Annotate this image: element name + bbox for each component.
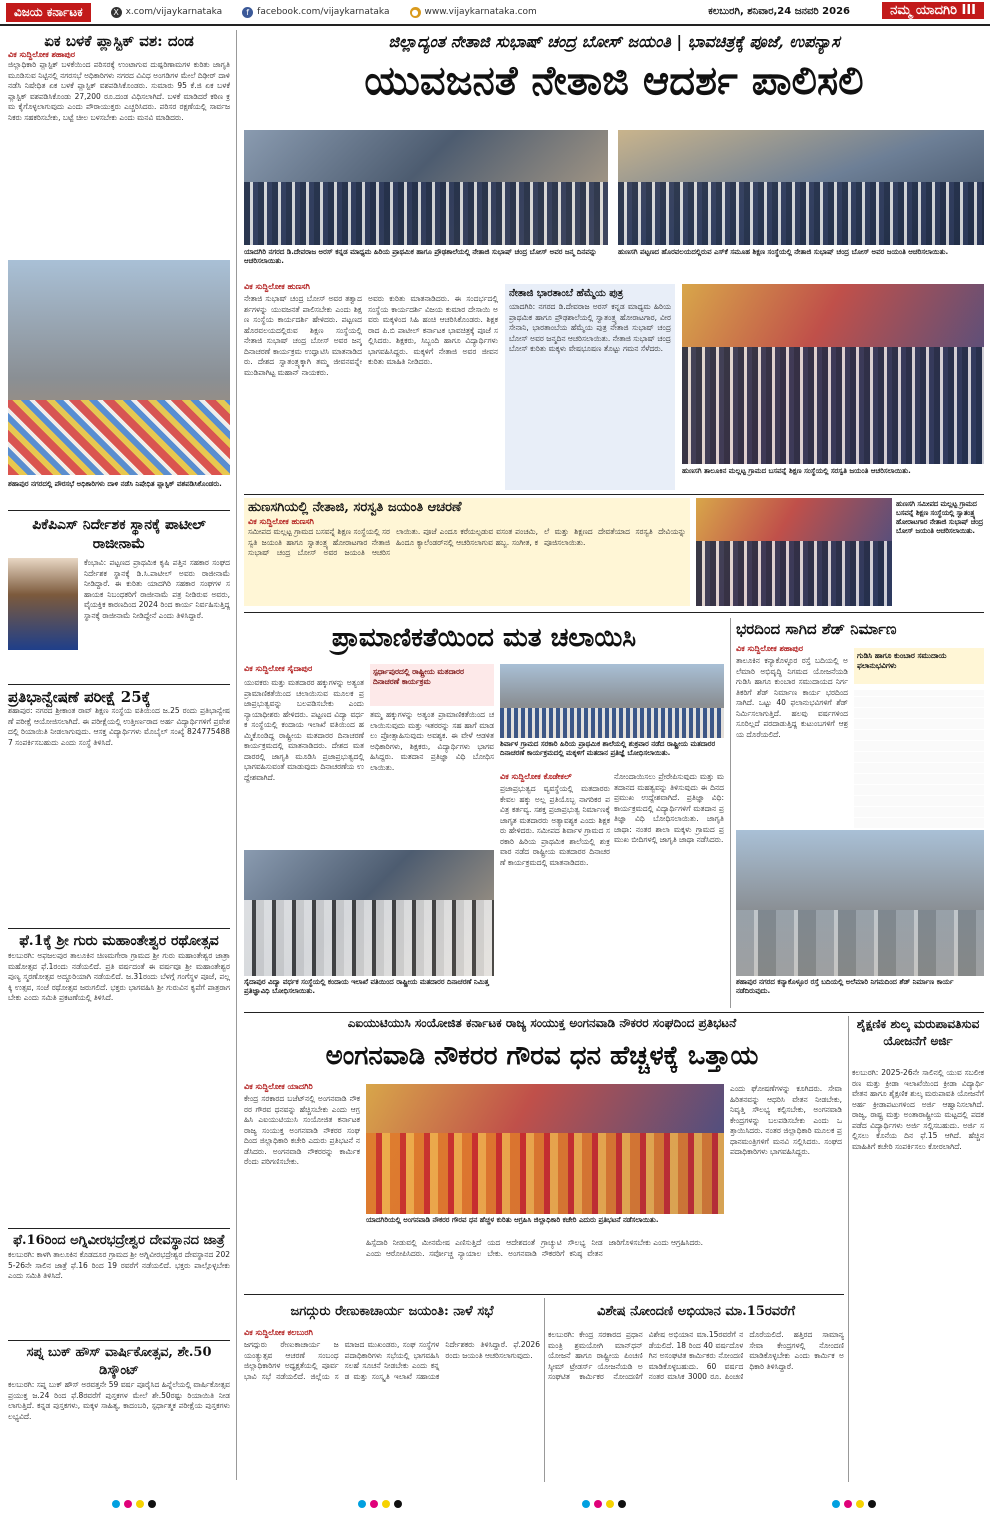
- rathotsava-story: [8, 932, 230, 1209]
- black-mark: [868, 1500, 876, 1508]
- story-title: ಪ್ರತಿಭಾನ್ವೇಷಣೆ ಪರೀಕ್ಷೆ 25ಕ್ಕೆ: [8, 688, 151, 706]
- photo-caption: ಶಹಾಪುರ ನಗರದ ಕನ್ಯಾಕೊಳ್ಳೂರ ರಸ್ತೆ ಬದಿಯಲ್ಲಿ ಅಲೆಮಾರಿ ನಿಗಮದಿಂದ ಶೆಡ್ ನಿರ್ಮಾಣ ಕಾರ್ಯ ನಡೆದಿರುವುದು.: [736, 978, 954, 995]
- story-body: ಅವರು ಕುರಿತು ಮಾತನಾಡಿದರು. ಈ ಸಂದರ್ಭದಲ್ಲಿ ಸಂಸ್ಥೆಯ ಕಾರ್ಯದರ್ಶಿ ವಿಜಯ ಕುಮಾರ ದೇಸಾಯಿ ಅವರು ಮಕ್ಕಳಿಂದ ಸಿಹಿ ಹಂಚಿ ಆಚರಿಸಿಕೊಂಡರು. ಶಿಕ್ಷಕರಾದ ಪಿ.ಬಿ ಪಾಟೀಲ್ ಕರ್ನಾಟಕ ಭಾವಚಿತ್ರಕ್ಕೆ ಪೂಜೆ ಸಲ್ಲಿಸಿದರು. ಶಿಕ್ಷಕರು, ಸಿಬ್ಬಂದಿ ಹಾಗೂ ವಿದ್ಯಾರ್ಥಿಗಳು ಭಾಗವಹಿಸಿದ್ದರು. ಮಕ್ಕಳಿಗೆ ನೇತಾಜಿ ಅವರ ಜೀವನ ಕುರಿತು ಮಾಹಿತಿ ನೀಡಿದರು.: [368, 294, 498, 366]
- photo-caption: ಶಿರ್ವಾಳ ಗ್ರಾಮದ ಸರಕಾರಿ ಹಿರಿಯ ಪ್ರಾಥಮಿಕ ಶಾಲೆಯಲ್ಲಿ ಶುಕ್ರವಾರ ನಡೆದ ರಾಷ್ಟ್ರೀಯ ಮತದಾರರ ದಿನಾಚರಣೆ ಕಾರ್ಯಕ್ರಮದಲ್ಲಿ ಮಕ್ಕಳಿಗೆ ಮತದಾನ ಪ್ರತಿಜ್ಞೆ ಬೋಧಿಸಲಾಯಿತು.: [500, 740, 716, 757]
- column-divider: [848, 1016, 849, 1482]
- byline: ವಿಕ ಸುದ್ದಿಲೋಕ ಕೊಡೇಕಲ್: [500, 772, 572, 781]
- story-body: ಕಲಬುರಗಿ: ಅಫಜಲಪುರ ತಾಲೂಕಿನ ಚಿಣಮಗೇರಾ ಗ್ರಾಮದ ಶ್ರೀ ಗುರು ಮಹಾಂತೇಶ್ವರ ಜಾತ್ರಾ ಮಹೋತ್ಸವ ಫೆ.1ರಂದು ನಡೆಯಲಿದೆ. ಪ್ರತಿ ವರ್ಷದಂತೆ ಈ ವರ್ಷವೂ ಶ್ರೀ ಮಹಾಂತೇಶ್ವರ ಪುಣ್ಯ ಸ್ಮರಣೋತ್ಸವ ಅದ್ದೂರಿಯಾಗಿ ನಡೆಯಲಿದೆ. ಜ.31ರಂದು ಬೆಳಗ್ಗೆ ಗಂಗೆಸ್ಥಳ ಪೂಜೆ, ಪಲ್ಲಕ್ಕಿ ಉತ್ಸವ, ಸಂಜೆ ರಥೋತ್ಸವ ಜರುಗಲಿದೆ. ಭಕ್ತರು ಭಾಗವಹಿಸಿ ಶ್ರೀ ಗುರುವಿನ ಕೃಪೆಗೆ ಪಾತ್ರರಾಗಬೇಕು ಎಂದು ಸಮಿತಿ ಪ್ರಕಟಣೆಯಲ್ಲಿ ತಿಳಿಸಿದೆ.: [8, 951, 230, 1002]
- paper-logo: ವಿಜಯ ಕರ್ನಾಟಕ: [6, 3, 91, 22]
- shed-title: ಭರದಿಂದ ಸಾಗಿದ ಶೆಡ್ ನಿರ್ಮಾಣ: [736, 620, 897, 638]
- yellow-mark: [136, 1500, 144, 1508]
- magenta-mark: [844, 1500, 852, 1508]
- story-body: ಕಲಬುರಗಿ: ಸಪ್ನ ಬುಕ್ ಹೌಸ್ ಅರವತ್ತನೇ 59 ವರ್ಷ ಪೂರೈಸಿದ ಹಿನ್ನೆಲೆಯಲ್ಲಿ ವಾರ್ಷಿಕೋತ್ಸವ ಪ್ರಯುಕ್ತ ಜ.24 ರಿಂದ ಫೆ.8ರವರೆಗೆ ಪುಸ್ತಕಗಳ ಮೇಲೆ ಶೇ.50ರಷ್ಟು ರಿಯಾಯಿತಿ ನೀಡಲಾಗುತ್ತಿದೆ. ಕನ್ನಡ ಪುಸ್ತಕಗಳು, ಮಕ್ಕಳ ಸಾಹಿತ್ಯ, ಕಾದಂಬರಿ, ಸ್ಪರ್ಧಾತ್ಮಕ ಪರೀಕ್ಷೆಯ ಪುಸ್ತಕಗಳು ಲಭ್ಯವಿದೆ.: [8, 1380, 230, 1421]
- story-body: ನೋಂದಾಯಿಸಲು ಪ್ರೇರೇಪಿಸುವುದು ಮತ್ತು ಮತದಾನದ ಮಹತ್ವವನ್ನು ತಿಳಿಸುವುದು ಈ ದಿನದ ಪ್ರಮುಖ ಉದ್ದೇಶವಾಗಿದೆ. ಪ್ರತಿಜ್ಞಾ ವಿಧಿ: ಕಾರ್ಯಕ್ರಮದಲ್ಲಿ ವಿದ್ಯಾರ್ಥಿಗಳಿಗೆ ಮತದಾನ ಪ್ರತಿಜ್ಞಾ ವಿಧಿ ಬೋಧಿಸಲಾಯಿತು. ಜಾಗೃತಿ ಜಾಥಾ: ನಂತರ ಶಾಲಾ ಮಕ್ಕಳು ಗ್ರಾಮದ ಪ್ರಮುಖ ಬೀದಿಗಳಲ್ಲಿ ಜಾಗೃತಿ ಜಾಥಾ ನಡೆಸಿದರು.: [614, 772, 724, 844]
- story-body: ಕಲಬುರಗಿ: ಕೇಂದ್ರ ಸರಕಾರದ ಪ್ರಧಾನಮಂತ್ರಿ ಶ್ರಮಯೋಗಿ ಮಾನ್‌ಧನ್ ಯೋಜನೆ ಹಾಗೂ ರಾಷ್ಟ್ರೀಯ ಪಿಂಚಣಿ ಸ್ಕೀಮ್ ಟ್ರೇಡರ್ಸ್ ಯೋಜನೆಯಡಿ ಅಸಂಘಟಿತ ಕಾರ್ಮಿಕರ ನೋಂದಣಿಗೆ ವಿಶೇಷ ಅಭಿಯಾನ ಮಾ.15ರವರೆಗೆ ನಡೆಯಲಿದೆ. 18 ರಿಂದ 40 ವರ್ಷದೊಳಗಿನ ಅಸಂಘಟಿತ ಕಾರ್ಮಿಕರು ನೋಂದಣಿ ಮಾಡಿಕೊಳ್ಳಬಹುದು. 60 ವರ್ಷದ ನಂತರ ಮಾಸಿಕ 3000 ರೂ. ಪಿಂಚಣಿ ದೊರೆಯಲಿದೆ. ಹತ್ತಿರದ ಸಾಮಾನ್ಯ ಸೇವಾ ಕೇಂದ್ರಗಳಲ್ಲಿ ನೋಂದಣಿ ಮಾಡಿಕೊಳ್ಳಬೇಕು ಎಂದು ಕಾರ್ಮಿಕ ಅಧಿಕಾರಿ ತಿಳಿಸಿದ್ದಾರೆ.: [548, 1330, 844, 1381]
- pkps-story: [8, 516, 230, 554]
- byline: ವಿಕ ಸುದ್ದಿಲೋಕ ಕಲಬುರಗಿ: [244, 1328, 313, 1337]
- registration-marks: [358, 1500, 402, 1508]
- photo-caption: ಯಾದಗಿರಿ ನಗರದ ಡಿ.ದೇವರಾಜ ಅರಸ್ ಕನ್ನಡ ಮಾಧ್ಯಮ ಹಿರಿಯ ಪ್ರಾಥಮಿಕ ಹಾಗೂ ಪ್ರೌಢಶಾಲೆಯಲ್ಲಿ ನೇತಾಜಿ ಸುಭಾಷ್ ಚಂದ್ರ ಬೋಸ್ ಅವರ ಜನ್ಮ ದಿನವನ್ನು ಆಚರಿಸಲಾಯಿತು.: [244, 248, 597, 265]
- story-body: ತಾಲೂಕಿನ ಕನ್ಯಾಕೊಳ್ಳೂರ ರಸ್ತೆ ಬದಿಯಲ್ಲಿ ಅಲೆಮಾರಿ ಅಭಿವೃದ್ಧಿ ನಿಗಮದ ಯೋಜನೆಯಡಿ ಗುಡಿಸಿ ಹಾಗೂ ಕುಂಬಾರ ಸಮುದಾಯದ ನಿರ್ಗತಿಕರಿಗೆ ಶೆಡ್ ನಿರ್ಮಾಣ ಕಾರ್ಯ ಭರದಿಂದ ಸಾಗಿದೆ. ಒಟ್ಟು 40 ಫಲಾನುಭವಿಗಳಿಗೆ ಶೆಡ್ ನಿರ್ಮಿಸಲಾಗುತ್ತಿದೆ. ಹಲವು ವರ್ಷಗಳಿಂದ ಸೂರಿಲ್ಲದೆ ಪರದಾಡುತ್ತಿದ್ದ ಕುಟುಂಬಗಳಿಗೆ ಆಶ್ರಯ ದೊರೆಯಲಿದೆ.: [736, 656, 848, 739]
- saraswati-photo: [696, 498, 892, 606]
- shed-photo: [736, 830, 984, 976]
- lead-story: [244, 32, 984, 110]
- cyan-mark: [358, 1500, 366, 1508]
- saraswati-story: [244, 498, 690, 606]
- twitter-handle[interactable]: X x.com/vijaykarnataka: [111, 7, 223, 18]
- lead-headline: ಯುವಜನತೆ ನೇತಾಜಿ ಆದರ್ಶ ಪಾಲಿಸಲಿ: [364, 57, 864, 104]
- photo-caption: ಯಾದಗಿರಿಯಲ್ಲಿ ಅಂಗನವಾಡಿ ನೌಕರರ ಗೌರವ ಧನ ಹೆಚ್ಚಳ ಕುರಿತು ಆಗ್ರಹಿಸಿ ಜಿಲ್ಲಾಧಿಕಾರಿ ಕಚೇರಿ ಎದುರು ಪ್ರತಿಭಟನೆ ನಡೆಸಲಾಯಿತು.: [366, 1216, 659, 1224]
- registration-marks: [582, 1500, 626, 1508]
- story-body: ಜಿಲ್ಲಾಧಿಕಾರಿ ಪ್ಲಾಸ್ಟಿಕ್ ಬಳಕೆಯಿಂದ ಪರಿಸರಕ್ಕೆ ಉಂಟಾಗುವ ದುಷ್ಪರಿಣಾಮಗಳ ಕುರಿತು ಜಾಗೃತಿ ಮೂಡಿಸುವ ನಿಟ್ಟಿನಲ್ಲಿ ನಗರಸಭೆ ಅಧಿಕಾರಿಗಳು ನಗರದ ವಿವಿಧ ಅಂಗಡಿಗಳ ಮೇಲೆ ದಿಢೀರ್ ದಾಳಿ ನಡೆಸಿ ನಿಷೇಧಿತ ಏಕ ಬಳಕೆ ಪ್ಲಾಸ್ಟಿಕ್ ವಶಪಡಿಸಿಕೊಂಡರು. ಸುಮಾರು 95 ಕೆ.ಜಿ ಏಕ ಬಳಕೆ ಪ್ಲಾಸ್ಟಿಕ್ ವಶಪಡಿಸಿಕೊಂಡು 27,200 ರೂ.ದಂಡ ವಿಧಿಸಲಾಗಿದೆ. ಬಳಕೆ ಮಾಡಿದರೆ ಕಠಿಣ ಕ್ರಮ ಕೈಗೊಳ್ಳಲಾಗುವುದು ಎಂದು ಪೌರಾಯುಕ್ತರು ಎಚ್ಚರಿಸಿದರು. ಪರಿಸರ ರಕ್ಷಣೆಯಲ್ಲಿ ಸಾರ್ವಜನಿಕರು ಸಹಕರಿಸಬೇಕು, ಬಟ್ಟೆ ಚೀಲ ಬಳಸಬೇಕು ಎಂದು ಮನವಿ ಮಾಡಿದರು.: [8, 60, 230, 122]
- story-body: ಪ್ರಜಾಪ್ರಭುತ್ವದ ವ್ಯವಸ್ಥೆಯಲ್ಲಿ ಮತದಾರರು ಕೇವಲ ಹಕ್ಕು ಅಲ್ಲ ಪ್ರತಿಯೊಬ್ಬ ನಾಗರಿಕರ ಪವಿತ್ರ ಕರ್ತವ್ಯ. ಸಶಕ್ತ ಪ್ರಜಾಪ್ರಭುತ್ವ ನಿರ್ಮಾಣಕ್ಕೆ ಜಾಗೃತ ಮತದಾರರು ಅತ್ಯಾವಶ್ಯಕ ಎಂದು ಶಿಕ್ಷಕರು ಹೇಳಿದರು. ಸಮೀಪದ ಶಿರ್ವಾಳ ಗ್ರಾಮದ ಸರಕಾರಿ ಹಿರಿಯ ಪ್ರಾಥಮಿಕ ಶಾಲೆಯಲ್ಲಿ ಶುಕ್ರವಾರ ನಡೆದ ರಾಷ್ಟ್ರೀಯ ಮತದಾರರ ದಿನಾಚರಣೆ ಕಾರ್ಯಕ್ರಮದಲ್ಲಿ ಮಾತನಾಡಿದರು.: [500, 784, 610, 867]
- magenta-mark: [124, 1500, 132, 1508]
- x-icon: X: [111, 7, 122, 18]
- story-body: ಸಮೀಪದ ಮಲ್ಲಟ್ಟ ಗ್ರಾಮದ ಬಸವನ್ನೆ ಶಿಕ್ಷಣ ಸಂಸ್ಥೆಯಲ್ಲಿ ಸರಸ್ವತಿ ಜಯಂತಿ ಹಾಗೂ ಸ್ವಾತಂತ್ರ್ಯ ಹೋರಾಟಗಾರ ನೇತಾಜಿ ಸುಭಾಷ್ ಚಂದ್ರ ಬೋಸ್ ಅವರ ಜಯಂತಿ ಆಚರಿಸಲಾಯಿತು. ಪೂಜೆ ಎಂದೂ ಕರೆಯಲ್ಪಡುವ ವಸಂತ ಪಂಚಮಿ, ಹಿಂದೂ ಕ್ಯಾಲೆಂಡರ್‌ನಲ್ಲಿ ಆಚರಿಸಲಾಗುವ ಹಬ್ಬ. ಸಂಗೀತ, ಕಲೆ ಮತ್ತು ಶಿಕ್ಷಣದ ದೇವತೆಯಾದ ಸರಸ್ವತಿ ದೇವಿಯನ್ನು ಪೂಜಿಸಲಾಯಿತು.: [248, 527, 686, 557]
- plastic-photo: [8, 260, 230, 475]
- lead-photo-1: [244, 130, 608, 245]
- divider: [8, 928, 230, 929]
- divider: [8, 510, 230, 511]
- photo-caption: ಹುಣಸಗಿ ಸಮೀಪದ ಮಲ್ಲಟ್ಟ ಗ್ರಾಮದ ಬಸವನ್ನೆ ಶಿಕ್ಷಣ ಸಂಸ್ಥೆಯಲ್ಲಿ ಸ್ವಾತಂತ್ರ್ಯ ಹೋರಾಟಗಾರ ನೇತಾಜಿ ಸುಭಾಷ್ ಚಂದ್ರ ಬೋಸ್ ಜಯಂತಿ ಆಚರಿಸಲಾಯಿತು.: [896, 500, 984, 535]
- registration-title: ವಿಶೇಷ ನೋಂದಣಿ ಅಭಿಯಾನ ಮಾ.15ರವರೆಗೆ: [596, 1304, 796, 1319]
- story-body: ಕಲಬುರಗಿ: 2025-26ನೇ ಸಾಲಿನಲ್ಲಿ ಯುವ ಸಬಲೀಕರಣ ಮತ್ತು ಕ್ರೀಡಾ ಇಲಾಖೆಯಿಂದ ಕ್ರೀಡಾ ವಿದ್ಯಾರ್ಥಿ ವೇತನ ಹಾಗೂ ಶೈಕ್ಷಣಿಕ ಶುಲ್ಕ ಮರುಪಾವತಿ ಯೋಜನೆಗೆ ಅರ್ಹ ಕ್ರೀಡಾಪಟುಗಳಿಂದ ಅರ್ಜಿ ಆಹ್ವಾನಿಸಲಾಗಿದೆ. ರಾಜ್ಯ, ರಾಷ್ಟ್ರ ಮತ್ತು ಅಂತಾರಾಷ್ಟ್ರೀಯ ಮಟ್ಟದಲ್ಲಿ ಪದಕ ಪಡೆದ ವಿದ್ಯಾರ್ಥಿಗಳು ಅರ್ಜಿ ಸಲ್ಲಿಸಬಹುದು. ಅರ್ಜಿ ಸಲ್ಲಿಸಲು ಕೊನೆಯ ದಿನ ಫೆ.15 ಆಗಿದೆ. ಹೆಚ್ಚಿನ ಮಾಹಿತಿಗೆ ಕಚೇರಿ ಸಂಪರ್ಕಿಸಲು ಕೋರಲಾಗಿದೆ.: [852, 1068, 984, 1151]
- anganwadi-headline: ಅಂಗನವಾಡಿ ನೌಕರರ ಗೌರವ ಧನ ಹೆಚ್ಚಳಕ್ಕೆ ಒತ್ತಾಯ: [325, 1041, 759, 1071]
- photo-caption: ಹುಣಸಗಿ ತಾಲೂಕಿನ ಮಲ್ಲಟ್ಟ ಗ್ರಾಮದ ಬಸವನ್ನೆ ಶಿಕ್ಷಣ ಸಂಸ್ಥೆಯಲ್ಲಿ ಸರಸ್ವತಿ ಜಯಂತಿ ಆಚರಿಸಲಾಯಿತು.: [682, 467, 911, 475]
- cyan-mark: [582, 1500, 590, 1508]
- registration-marks: [832, 1500, 876, 1508]
- column-divider: [236, 30, 237, 1480]
- shed-body-cont: [854, 690, 984, 828]
- story-title: ಪಿಕೆಪಿಎಸ್ ನಿರ್ದೇಶಕ ಸ್ಥಾನಕ್ಕೆ ಪಾಟೀಲ್ ರಾಜೀನಾಮೆ: [32, 517, 206, 552]
- dateline: ಕಲಬುರಗಿ, ಶನಿವಾರ,24 ಜನವರಿ 2026: [708, 6, 850, 17]
- shed-side-box: ಗುಡಿಸಿ ಹಾಗೂ ಕುಂಬಾರ ಸಮುದಾಯ ಫಲಾನುಭವಿಗಳು: [854, 648, 984, 684]
- story-title: ಹುಣಸಗಿಯಲ್ಲಿ ನೇತಾಜಿ, ಸರಸ್ವತಿ ಜಯಂತಿ ಆಚರಣೆ: [248, 500, 462, 515]
- magenta-mark: [594, 1500, 602, 1508]
- divider: [244, 612, 984, 613]
- byline: ವಿಕ ಸುದ್ದಿಲೋಕ ಸೈದಾಪುರ: [244, 664, 313, 673]
- story-body: ಎಂದು ಘೋಷಣೆಗಳನ್ನು ಕೂಗಿದರು. ಸೇವಾ ಹಿರಿತನವನ್ನು ಆಧರಿಸಿ ವೇತನ ನೀಡಬೇಕು, ನಿವೃತ್ತಿ ಸೌಲಭ್ಯ ಕಲ್ಪಿಸಬೇಕು, ಅಂಗನವಾಡಿ ಕೇಂದ್ರಗಳನ್ನು ಬಲಪಡಿಸಬೇಕು ಎಂದು ಒತ್ತಾಯಿಸಿದರು. ನಂತರ ಜಿಲ್ಲಾಧಿಕಾರಿ ಮೂಲಕ ಪ್ರಧಾನಮಂತ್ರಿಗಳಿಗೆ ಮನವಿ ಸಲ್ಲಿಸಿದರು. ಸಂಘದ ಪದಾಧಿಕಾರಿಗಳು ಭಾಗವಹಿಸಿದ್ದರು.: [730, 1084, 842, 1156]
- vote-photo-1: [500, 664, 724, 738]
- black-mark: [394, 1500, 402, 1508]
- story-title: ಫೆ.1ಕ್ಕೆ ಶ್ರೀ ಗುರು ಮಹಾಂತೇಶ್ವರ ರಥೋತ್ಸವ: [19, 933, 219, 949]
- vote-side-box: ಸ್ಪರ್ಧಾಪುರದಲ್ಲಿ ರಾಷ್ಟ್ರೀಯ ಮತದಾರರ ದಿನಾಚರಣೆ ಕಾರ್ಯಕ್ರಮ: [370, 664, 494, 706]
- story-body: ಹಿಸ್ಸೆದಾರಿ ನೀಡುವಲ್ಲಿ ಮೀನಮೇಷ ಎಣಿಸುತ್ತಿದೆ ಎಂದು ಆರೋಪಿಸಿದರು. ಸರ್ವೋಚ್ಚ ನ್ಯಾಯಾಲಯದ ಆದೇಶದಂತೆ ಗ್ರಾಚ್ಯುಟಿ ಸೌಲಭ್ಯ ನೀಡಬೇಕು. ಅಂಗನವಾಡಿ ನೌಕರರಿಗೆ ಕನಿಷ್ಠ ವೇತನ ಜಾರಿಗೊಳಿಸಬೇಕು ಎಂದು ಆಗ್ರಹಿಸಿದರು.: [366, 1238, 704, 1258]
- story-body: ಕೇಂದ್ರ ಸರಕಾರದ ಬಜೆಟ್‌ನಲ್ಲಿ ಅಂಗನವಾಡಿ ನೌಕರರ ಗೌರವ ಧನವನ್ನು ಹೆಚ್ಚಿಸಬೇಕು ಎಂದು ಆಗ್ರಹಿಸಿ ಎಐಯುಟಿಯುಸಿ ಸಂಯೋಜಿತ ಕರ್ನಾಟಕ ರಾಜ್ಯ ಸಂಯುಕ್ತ ಅಂಗನವಾಡಿ ನೌಕರರ ಸಂಘದಿಂದ ಜಿಲ್ಲಾಧಿಕಾರಿ ಕಚೇರಿ ಎದುರು ಪ್ರತಿಭಟನೆ ನಡೆಸಿದರು. ಅಂಗನವಾಡಿ ನೌಕರರನ್ನು ಕಾರ್ಮಿಕರೆಂದು ಪರಿಗಣಿಸಬೇಕು.: [244, 1094, 360, 1166]
- story-body: ಜಗದ್ಗುರು ರೇಣುಕಾಚಾರ್ಯ ಜಯಂತ್ಯುತ್ಸವ ಆಚರಣೆ ಸಂಬಂಧ ಜಿಲ್ಲಾಧಿಕಾರಿಗಳ ಅಧ್ಯಕ್ಷತೆಯಲ್ಲಿ ಪೂರ್ವಭಾವಿ ಸಭೆ ನಡೆಯಲಿದೆ. ಜಿಲ್ಲೆಯ ಸಮಾಜದ ಮುಖಂಡರು, ಸಂಘ ಸಂಸ್ಥೆಗಳ ಪದಾಧಿಕಾರಿಗಳು ಸಭೆಯಲ್ಲಿ ಭಾಗವಹಿಸಿ ಸಲಹೆ ಸೂಚನೆ ನೀಡಬೇಕು ಎಂದು ಕನ್ನಡ ಮತ್ತು ಸಂಸ್ಕೃತಿ ಇಲಾಖೆ ಸಹಾಯಕ ನಿರ್ದೇಶಕರು ತಿಳಿಸಿದ್ದಾರೆ. ಫೆ.2026ರಂದು ಜಯಂತಿ ಆಚರಿಸಲಾಗುವುದು.: [244, 1340, 540, 1381]
- divider: [244, 494, 984, 495]
- divider: [8, 1340, 230, 1341]
- yellow-mark: [856, 1500, 864, 1508]
- story-title: ಸಪ್ನ ಬುಕ್ ಹೌಸ್ ವಾರ್ಷಿಕೋತ್ಸವ, ಶೇ.50 ಡಿಸ್ಕೌಂಟ್: [26, 1345, 212, 1378]
- netaji-box: [505, 284, 675, 490]
- divider: [8, 1228, 230, 1229]
- column-divider: [730, 618, 731, 1008]
- box-title: ನೇತಾಜಿ ಭಾರತಾಂಬೆ ಹೆಮ್ಮೆಯ ಪುತ್ರ: [509, 288, 624, 299]
- vote-photo-2: [244, 850, 494, 976]
- website-link[interactable]: ● www.vijaykarnataka.com: [411, 7, 537, 17]
- story-body: ಶಹಾಪುರ: ನಗರದ ಶ್ರೀಕಾಂತ ರಾವ್ ಶಿಕ್ಷಣ ಸಂಸ್ಥೆಯ ವತಿಯಿಂದ ಜ.25 ರಂದು ಪ್ರತಿಭಾನ್ವೇಷಣೆ ಪರೀಕ್ಷೆ ಆಯೋಜಿಸಲಾಗಿದೆ. ಈ ಪರೀಕ್ಷೆಯಲ್ಲಿ ಉತ್ತೀರ್ಣರಾದ ಅರ್ಹ ವಿದ್ಯಾರ್ಥಿಗಳಿಗೆ ಪ್ರವೇಶದಲ್ಲಿ ರಿಯಾಯಿತಿ ನೀಡಲಾಗುವುದು. ಆಸಕ್ತ ವಿದ್ಯಾರ್ಥಿಗಳು ಮೊಬೈಲ್ ಸಂಖ್ಯೆ 8247754887 ಸಂಪರ್ಕಿಸಬಹುದು ಎಂದು ಸಂಸ್ಥೆ ತಿಳಿಸಿದೆ.: [8, 706, 230, 747]
- facebook-icon: f: [242, 7, 253, 18]
- story-body: ನೇತಾಜಿ ಸುಭಾಷ್ ಚಂದ್ರ ಬೋಸ್ ಅವರ ತತ್ವಾದರ್ಶಗಳನ್ನು ಯುವಜನತೆ ಪಾಲಿಸಬೇಕು ಎಂದು ಶಿಕ್ಷಣ ಸಂಸ್ಥೆಯ ಕಾರ್ಯದರ್ಶಿ ಹೇಳಿದರು. ಪಟ್ಟಣದ ಹೊರವಲಯದಲ್ಲಿರುವ ಶಿಕ್ಷಣ ಸಂಸ್ಥೆಯಲ್ಲಿ ನೇತಾಜಿ ಸುಭಾಷ್ ಚಂದ್ರ ಬೋಸ್ ಅವರ ಜನ್ಮ ದಿನಾಚರಣೆ ಕಾರ್ಯಕ್ರಮ ಉದ್ಘಾಟಿಸಿ ಮಾತನಾಡಿದರು. ದೇಶದ ಸ್ವಾತಂತ್ರ್ಯಕ್ಕಾಗಿ ತಮ್ಮ ಜೀವನವನ್ನೇ ಮುಡಿಪಾಗಿಟ್ಟ ಮಹಾನ್ ನಾಯಕರು.: [244, 294, 362, 377]
- black-mark: [618, 1500, 626, 1508]
- anganwadi-photo: [366, 1084, 724, 1214]
- cyan-mark: [112, 1500, 120, 1508]
- byline: ವಿಕ ಸುದ್ದಿಲೋಕ ಹುಣಸಗಿ: [248, 517, 314, 526]
- lead-photo-3: [682, 284, 984, 464]
- anganwadi-kicker: ಎಐಯುಟಿಯುಸಿ ಸಂಯೋಜಿತ ಕರ್ನಾಟಕ ರಾಜ್ಯ ಸಂಯುಕ್ತ ಅಂಗನವಾಡಿ ನೌಕರರ ಸಂಘದಿಂದ ಪ್ರತಿಭಟನೆ: [347, 1016, 737, 1030]
- portrait-photo: [8, 558, 78, 650]
- renuka-title: ಜಗದ್ಗುರು ರೇಣುಕಾಚಾರ್ಯ ಜಯಂತಿ: ನಾಳೆ ಸಭೆ: [290, 1304, 494, 1319]
- globe-icon: ●: [410, 7, 421, 18]
- divider: [8, 684, 230, 685]
- brand-label: ನಮ್ಮ ಯಾದಗಿರಿ III: [882, 2, 984, 19]
- column-divider: [544, 1298, 545, 1482]
- black-mark: [148, 1500, 156, 1508]
- story-body: ಕಲಬುರಗಿ: ಕಾಳಗಿ ತಾಲೂಕಿನ ಕೊಡದೂರ ಗ್ರಾಮದ ಶ್ರೀ ಅಗ್ನಿವೀರಭದ್ರೇಶ್ವರ ದೇವಸ್ಥಾನದ 2025-26ನೇ ಸಾಲಿನ ಜಾತ್ರೆ ಫೆ.16 ರಿಂದ 19 ರವರೆಗೆ ನಡೆಯಲಿದೆ. ಭಕ್ತರು ಪಾಲ್ಗೊಳ್ಳಬೇಕು ಎಂದು ಸಮಿತಿ ತಿಳಿಸಿದೆ.: [8, 1250, 230, 1280]
- byline: ವಿಕ ಸುದ್ದಿಲೋಕ ಹುಣಸಗಿ: [244, 282, 310, 291]
- story-body: ಕೆಂಭಾವಿ: ಪಟ್ಟಣದ ಪ್ರಾಥಮಿಕ ಕೃಷಿ ಪತ್ತಿನ ಸಹಕಾರ ಸಂಘದ ನಿರ್ದೇಶಕ ಸ್ಥಾನಕ್ಕೆ ಡಿ.ಸಿ.ಪಾಟೀಲ್ ಅವರು ರಾಜೀನಾಮೆ ನೀಡಿದ್ದಾರೆ. ಈ ಕುರಿತು ಯಾದಗಿರಿ ಸಹಕಾರ ಸಂಘಗಳ ಸಹಾಯಕ ನಿಬಂಧಕರಿಗೆ ರಾಜೀನಾಮೆ ಪತ್ರ ನೀಡಿರುವ ಅವರು, ವೈಯಕ್ತಿಕ ಕಾರಣದಿಂದ 2024 ರಿಂದ ಕಾರ್ಯ ನಿರ್ವಹಿಸುತ್ತಿದ್ದ ಸ್ಥಾನಕ್ಕೆ ರಾಜೀನಾಮೆ ನೀಡಿದ್ದೇನೆ ಎಂದು ತಿಳಿಸಿದ್ದಾರೆ.: [84, 558, 230, 620]
- yellow-mark: [382, 1500, 390, 1508]
- photo-caption: ಶಹಾಪುರ ನಗರದಲ್ಲಿ ಪೌರಸಭೆ ಅಧಿಕಾರಿಗಳು ದಾಳಿ ನಡೆಸಿ ನಿಷೇಧಿತ ಪ್ಲಾಸ್ಟಿಕ್ ವಶಪಡಿಸಿಕೊಂಡರು.: [8, 480, 222, 488]
- divider: [244, 1012, 984, 1013]
- veerabhadra-story: [8, 1232, 230, 1316]
- story-body: ತಮ್ಮ ಹಕ್ಕುಗಳನ್ನು ಅತ್ಯಂತ ಪ್ರಾಮಾಣಿಕತೆಯಿಂದ ಚಲಾಯಿಸುವುದು ಮತ್ತು ಇತರರನ್ನು ಸಹ ಹಾಗೆ ಮಾಡಲು ಪ್ರೋತ್ಸಾಹಿಸುವುದು ಅವಶ್ಯಕ. ಈ ವೇಳೆ ಆಡಳಿತ ಅಧಿಕಾರಿಗಳು, ಶಿಕ್ಷಕರು, ವಿದ್ಯಾರ್ಥಿಗಳು ಭಾಗವಹಿಸಿದ್ದರು. ಮತದಾನ ಪ್ರತಿಜ್ಞಾ ವಿಧಿ ಬೋಧಿಸಲಾಯಿತು.: [370, 710, 494, 772]
- box-body: ಯಾದಗಿರಿ: ನಗರದ ಡಿ.ದೇವರಾಜ ಅರಸ್ ಕನ್ನಡ ಮಾಧ್ಯಮ ಹಿರಿಯ ಪ್ರಾಥಮಿಕ ಹಾಗೂ ಪ್ರೌಢಶಾಲೆಯಲ್ಲಿ ಸ್ವಾತಂತ್ರ್ಯ ಹೋರಾಟಗಾರ, ವೀರ ಸೇನಾನಿ, ಭಾರತಾಂಬೆಯ ಹೆಮ್ಮೆಯ ಪುತ್ರ ನೇತಾಜಿ ಸುಭಾಷ್ ಚಂದ್ರ ಬೋಸ್ ಅವರ ಜನ್ಮದಿನ ಆಚರಿಸಲಾಯಿತು. ನೇತಾಜಿ ಸುಭಾಷ್ ಚಂದ್ರ ಬೋಸ್ ಕುರಿತು ಮಕ್ಕಳು ವೇಷಭೂಷಣ ತೊಟ್ಟು ಗಮನ ಸೆಳೆದರು.: [509, 302, 671, 353]
- lead-kicker: ಜಿಲ್ಲಾದ್ಯಂತ ನೇತಾಜಿ ಸುಭಾಷ್ ಚಂದ್ರ ಬೋಸ್ ಜಯಂತಿ | ಭಾವಚಿತ್ರಕ್ಕೆ ಪೂಜೆ, ಉಪನ್ಯಾಸ: [388, 32, 840, 51]
- facebook-handle[interactable]: f facebook.com/vijaykarnataka: [242, 7, 389, 18]
- byline: ವಿಕ ಸುದ್ದಿಲೋಕ ಶಹಾಪುರ: [8, 50, 76, 59]
- byline: ವಿಕ ಸುದ್ದಿಲೋಕ ಶಹಾಪುರ: [736, 644, 804, 653]
- photo-caption: ಸೈದಾಪುರ ವಿದ್ಯಾ ವರ್ಧಕ ಸಂಸ್ಥೆಯಲ್ಲಿ ಕಂದಾಯ ಇಲಾಖೆ ವತಿಯಿಂದ ರಾಷ್ಟ್ರೀಯ ಮತದಾರರ ದಿನಾಚರಣೆ ನಿಮಿತ್ತ ಪ್ರತಿಜ್ಞಾವಿಧಿ ಬೋಧಿಸಲಾಯಿತು.: [244, 978, 489, 995]
- story-body: ಯುವಕರು ಮತ್ತು ಮತದಾರರ ಹಕ್ಕುಗಳನ್ನು ಅತ್ಯಂತ ಪ್ರಾಮಾಣಿಕತೆಯಿಂದ ಚಲಾಯಿಸುವ ಮೂಲಕ ಪ್ರಜಾಪ್ರಭುತ್ವವನ್ನು ಬಲಪಡಿಸಬೇಕು ಎಂದು ನ್ಯಾಯಾಧೀಶರು ಹೇಳಿದರು. ಪಟ್ಟಣದ ವಿದ್ಯಾ ವರ್ಧಕ ಸಂಸ್ಥೆಯಲ್ಲಿ ಕಂದಾಯ ಇಲಾಖೆ ವತಿಯಿಂದ ಹಮ್ಮಿಕೊಂಡಿದ್ದ ರಾಷ್ಟ್ರೀಯ ಮತದಾರರ ದಿನಾಚರಣೆ ಕಾರ್ಯಕ್ರಮದಲ್ಲಿ ಮಾತನಾಡಿದರು. ದೇಶದ ಮತದಾರರಲ್ಲಿ ಜಾಗೃತಿ ಮೂಡಿಸಿ ಪ್ರಜಾಪ್ರಭುತ್ವದಲ್ಲಿ ಭಾಗವಹಿಸುವಂತೆ ಮಾಡುವುದು ದಿನಾಚರಣೆಯ ಉದ್ದೇಶವಾಗಿದೆ.: [244, 678, 364, 782]
- cyan-mark: [832, 1500, 840, 1508]
- yellow-mark: [606, 1500, 614, 1508]
- magenta-mark: [370, 1500, 378, 1508]
- story-title: ಫೆ.16ರಿಂದ ಅಗ್ನಿವೀರಭದ್ರೇಶ್ವರ ದೇವಸ್ಥಾನದ ಜಾತ್ರೆ: [13, 1233, 225, 1248]
- registration-marks: [112, 1500, 156, 1508]
- masthead: [0, 0, 990, 26]
- byline: ವಿಕ ಸುದ್ದಿಲೋಕ ಯಾದಗಿರಿ: [244, 1082, 313, 1091]
- scholar-title: ಶೈಕ್ಷಣಿಕ ಶುಲ್ಕ ಮರುಪಾವತಿಸುವ ಯೋಜನೆಗೆ ಅರ್ಜಿ: [856, 1017, 980, 1048]
- divider: [244, 1294, 844, 1295]
- exam-story: [8, 688, 230, 916]
- photo-caption: ಹುಣಸಗಿ ಪಟ್ಟಣದ ಹೊರವಲಯದಲ್ಲಿರುವ ಎಸ್‌ಕೆ ಸಮೂಹ ಶಿಕ್ಷಣ ಸಂಸ್ಥೆಯಲ್ಲಿ ನೇತಾಜಿ ಸುಭಾಷ್ ಚಂದ್ರ ಬೋಸ್ ಅವರ ಜಯಂತಿ ಆಚರಿಸಲಾಯಿತು.: [618, 248, 949, 256]
- bookhouse-story: [8, 1344, 230, 1472]
- plastic-story: [8, 32, 230, 240]
- story-title: ಏಕ ಬಳಕೆ ಪ್ಲಾಸ್ಟಿಕ್ ವಶ: ದಂಡ: [44, 32, 194, 50]
- vote-headline: ಪ್ರಾಮಾಣಿಕತೆಯಿಂದ ಮತ ಚಲಾಯಿಸಿ: [331, 623, 637, 653]
- lead-photo-2: [618, 130, 984, 245]
